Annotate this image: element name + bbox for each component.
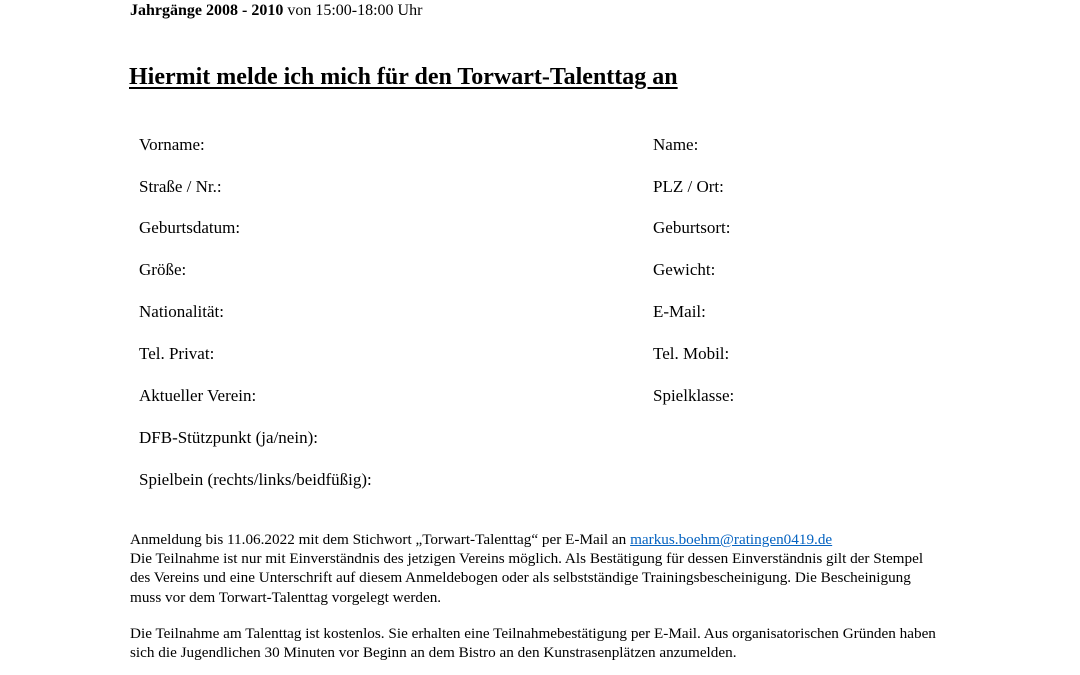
email-link[interactable]: markus.boehm@ratingen0419.de — [630, 531, 833, 548]
field-label-name: Name: — [653, 135, 699, 154]
registration-text: Anmeldung bis 11.06.2022 mit dem Stichwort „Torwart-Talenttag“ per E-Mail an — [130, 531, 627, 548]
page-title: Hiermit melde ich mich für den Torwart-Talenttag an — [129, 64, 678, 90]
field-label-nationalitaet: Nationalität: — [139, 302, 224, 321]
field-label-gewicht: Gewicht: — [653, 260, 716, 279]
field-label-spielklasse: Spielklasse: — [653, 386, 735, 405]
field-label-strasse: Straße / Nr.: — [139, 177, 222, 196]
field-label-verein: Aktueller Verein: — [139, 386, 257, 405]
cost-info — [130, 624, 940, 662]
field-label-geburtsort: Geburtsort: — [653, 218, 731, 237]
field-label-email: E-Mail: — [653, 302, 706, 321]
consent-paragraph: Die Teilnahme ist nur mit Einverständnis des jetzigen Vereins möglich. Als Bestätigung für dessen Einverständnis gilt der Stempel des Vereins und eine Unterschrift auf diesem Anmeldebogen oder als selbstständige Trainingsbescheinigung. Die Bescheinigung muss vor dem Torwart-Talenttag vorgelegt werden. — [130, 550, 924, 606]
cost-paragraph: Die Teilnahme am Talenttag ist kostenlos. Sie erhalten eine Teilnahmebestätigung per E-Mail. Aus organisatorischen Gründen haben sich die Jugendlichen 30 Minuten vor Beginn an dem Bistro an den Kunstrasenplätzen anzumelden. — [130, 625, 936, 662]
field-label-plz-ort: PLZ / Ort: — [653, 177, 724, 196]
field-label-geburtsdatum: Geburtsdatum: — [139, 218, 241, 237]
field-label-spielbein: Spielbein (rechts/links/beidfüßig): — [139, 470, 372, 489]
field-label-tel-mobil: Tel. Mobil: — [653, 344, 730, 363]
registration-info — [130, 530, 940, 607]
field-label-vorname: Vorname: — [139, 135, 205, 154]
time-text: von 15:00-18:00 Uhr — [287, 2, 423, 19]
event-time-line — [130, 1, 422, 21]
registration-line — [130, 530, 940, 549]
years-label: Jahrgänge 2008 - 2010 — [130, 2, 284, 19]
field-label-groesse: Größe: — [139, 260, 187, 279]
field-label-dfb-stuetzpunkt: DFB-Stützpunkt (ja/nein): — [139, 428, 318, 447]
field-label-tel-privat: Tel. Privat: — [139, 344, 215, 363]
